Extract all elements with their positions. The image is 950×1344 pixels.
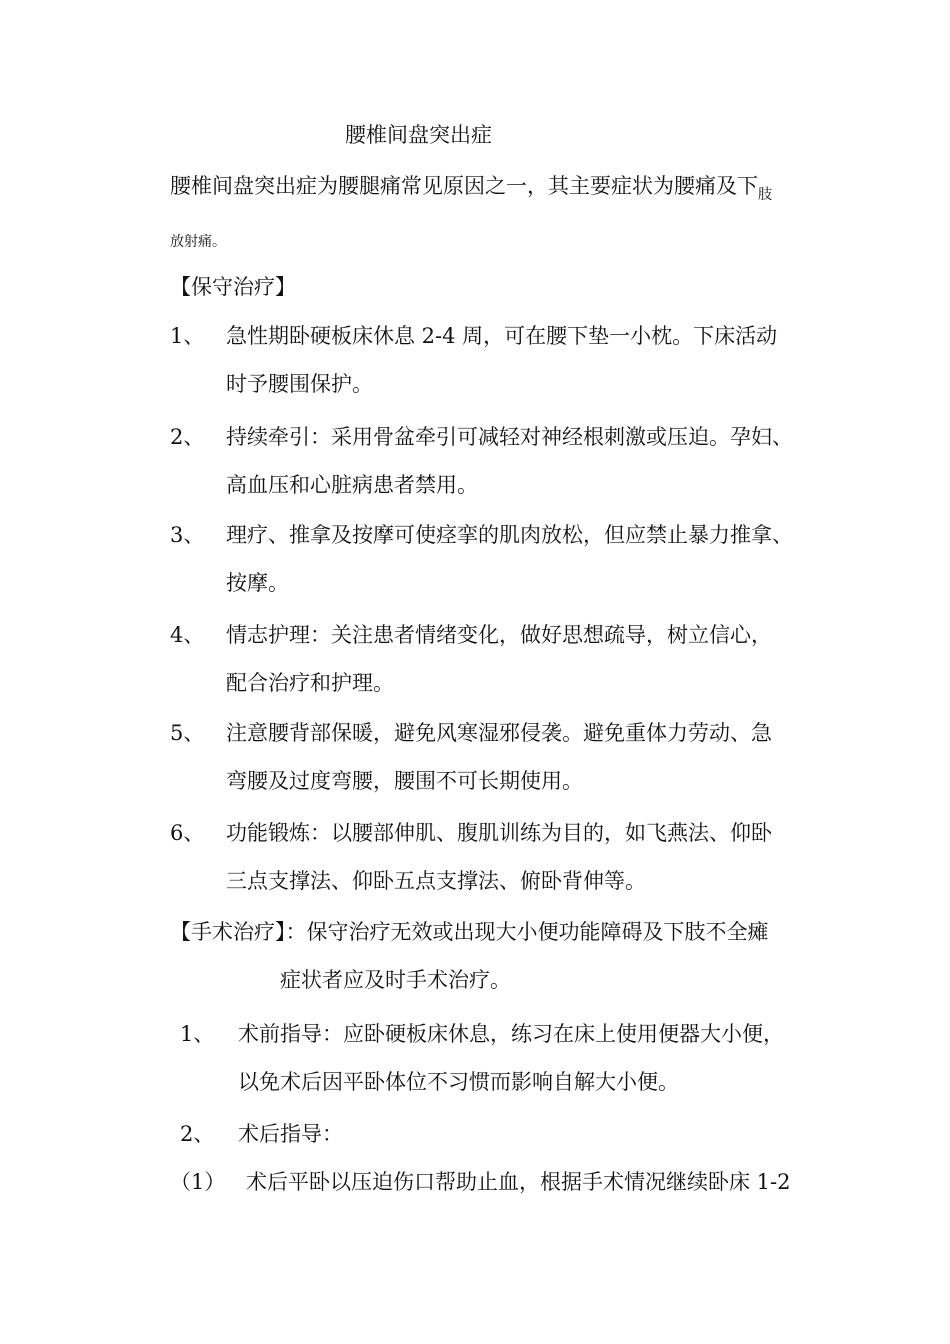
list-item-text: 急性期卧硬板床休息 2-4 周，可在腰下垫一小枕。下床活动: [226, 324, 778, 348]
intro-small-tail: 肢: [758, 187, 772, 203]
document-title: 腰椎间盘突出症: [345, 123, 492, 147]
intro-paragraph-line-2: 放射痛。: [170, 234, 226, 250]
surgery-heading-line-1: 【手术治疗】：保守治疗无效或出现大小便功能障碍及下肢不全瘫: [170, 920, 769, 944]
list-item-text: 术后指导：: [238, 1122, 343, 1146]
list-item-text: 弯腰及过度弯腰，腰围不可长期使用。: [226, 769, 583, 793]
list-item-number: 5、: [170, 721, 205, 745]
intro-paragraph-line-1: [170, 172, 772, 203]
intro-main-text: 腰椎间盘突出症为腰腿痛常见原因之一，其主要症状为腰痛及下: [170, 174, 758, 198]
list-item-number: 1、: [170, 324, 205, 348]
list-item-text: 按摩。: [226, 571, 289, 595]
sub-item-text: 术后平卧以压迫伤口帮助止血，根据手术情况继续卧床 1-2: [246, 1170, 791, 1194]
list-item-number: 2、: [170, 425, 205, 449]
list-item-text: 术前指导：应卧硬板床休息，练习在床上使用便器大小便，: [238, 1022, 784, 1046]
list-item-text: 注意腰背部保暖，避免风寒湿邪侵袭。避免重体力劳动、急: [226, 721, 772, 745]
list-item-text: 以免术后因平卧体位不习惯而影响自解大小便。: [238, 1070, 679, 1094]
list-item-text: 高血压和心脏病患者禁用。: [226, 473, 478, 497]
surgery-heading-line-2: 症状者应及时手术治疗。: [280, 968, 511, 992]
list-item-text: 三点支撑法、仰卧五点支撑法、俯卧背伸等。: [226, 869, 646, 893]
conservative-heading: 【保守治疗】: [170, 275, 296, 299]
list-item-number: 3、: [170, 523, 205, 547]
list-item-text: 时予腰围保护。: [226, 372, 373, 396]
list-item-number: 1、: [180, 1022, 215, 1046]
sub-item-number: （1）: [170, 1170, 226, 1194]
list-item-text: 持续牵引：采用骨盆牵引可减轻对神经根刺激或压迫。孕妇、: [226, 425, 793, 449]
list-item-number: 2、: [180, 1122, 215, 1146]
list-item-text: 理疗、推拿及按摩可使痉挛的肌肉放松，但应禁止暴力推拿、: [226, 523, 793, 547]
list-item-text: 功能锻炼：以腰部伸肌、腹肌训练为目的，如飞燕法、仰卧: [226, 821, 772, 845]
list-item-number: 4、: [170, 623, 205, 647]
list-item-text: 配合治疗和护理。: [226, 671, 394, 695]
list-item-number: 6、: [170, 821, 205, 845]
list-item-text: 情志护理：关注患者情绪变化，做好思想疏导，树立信心，: [226, 623, 772, 647]
